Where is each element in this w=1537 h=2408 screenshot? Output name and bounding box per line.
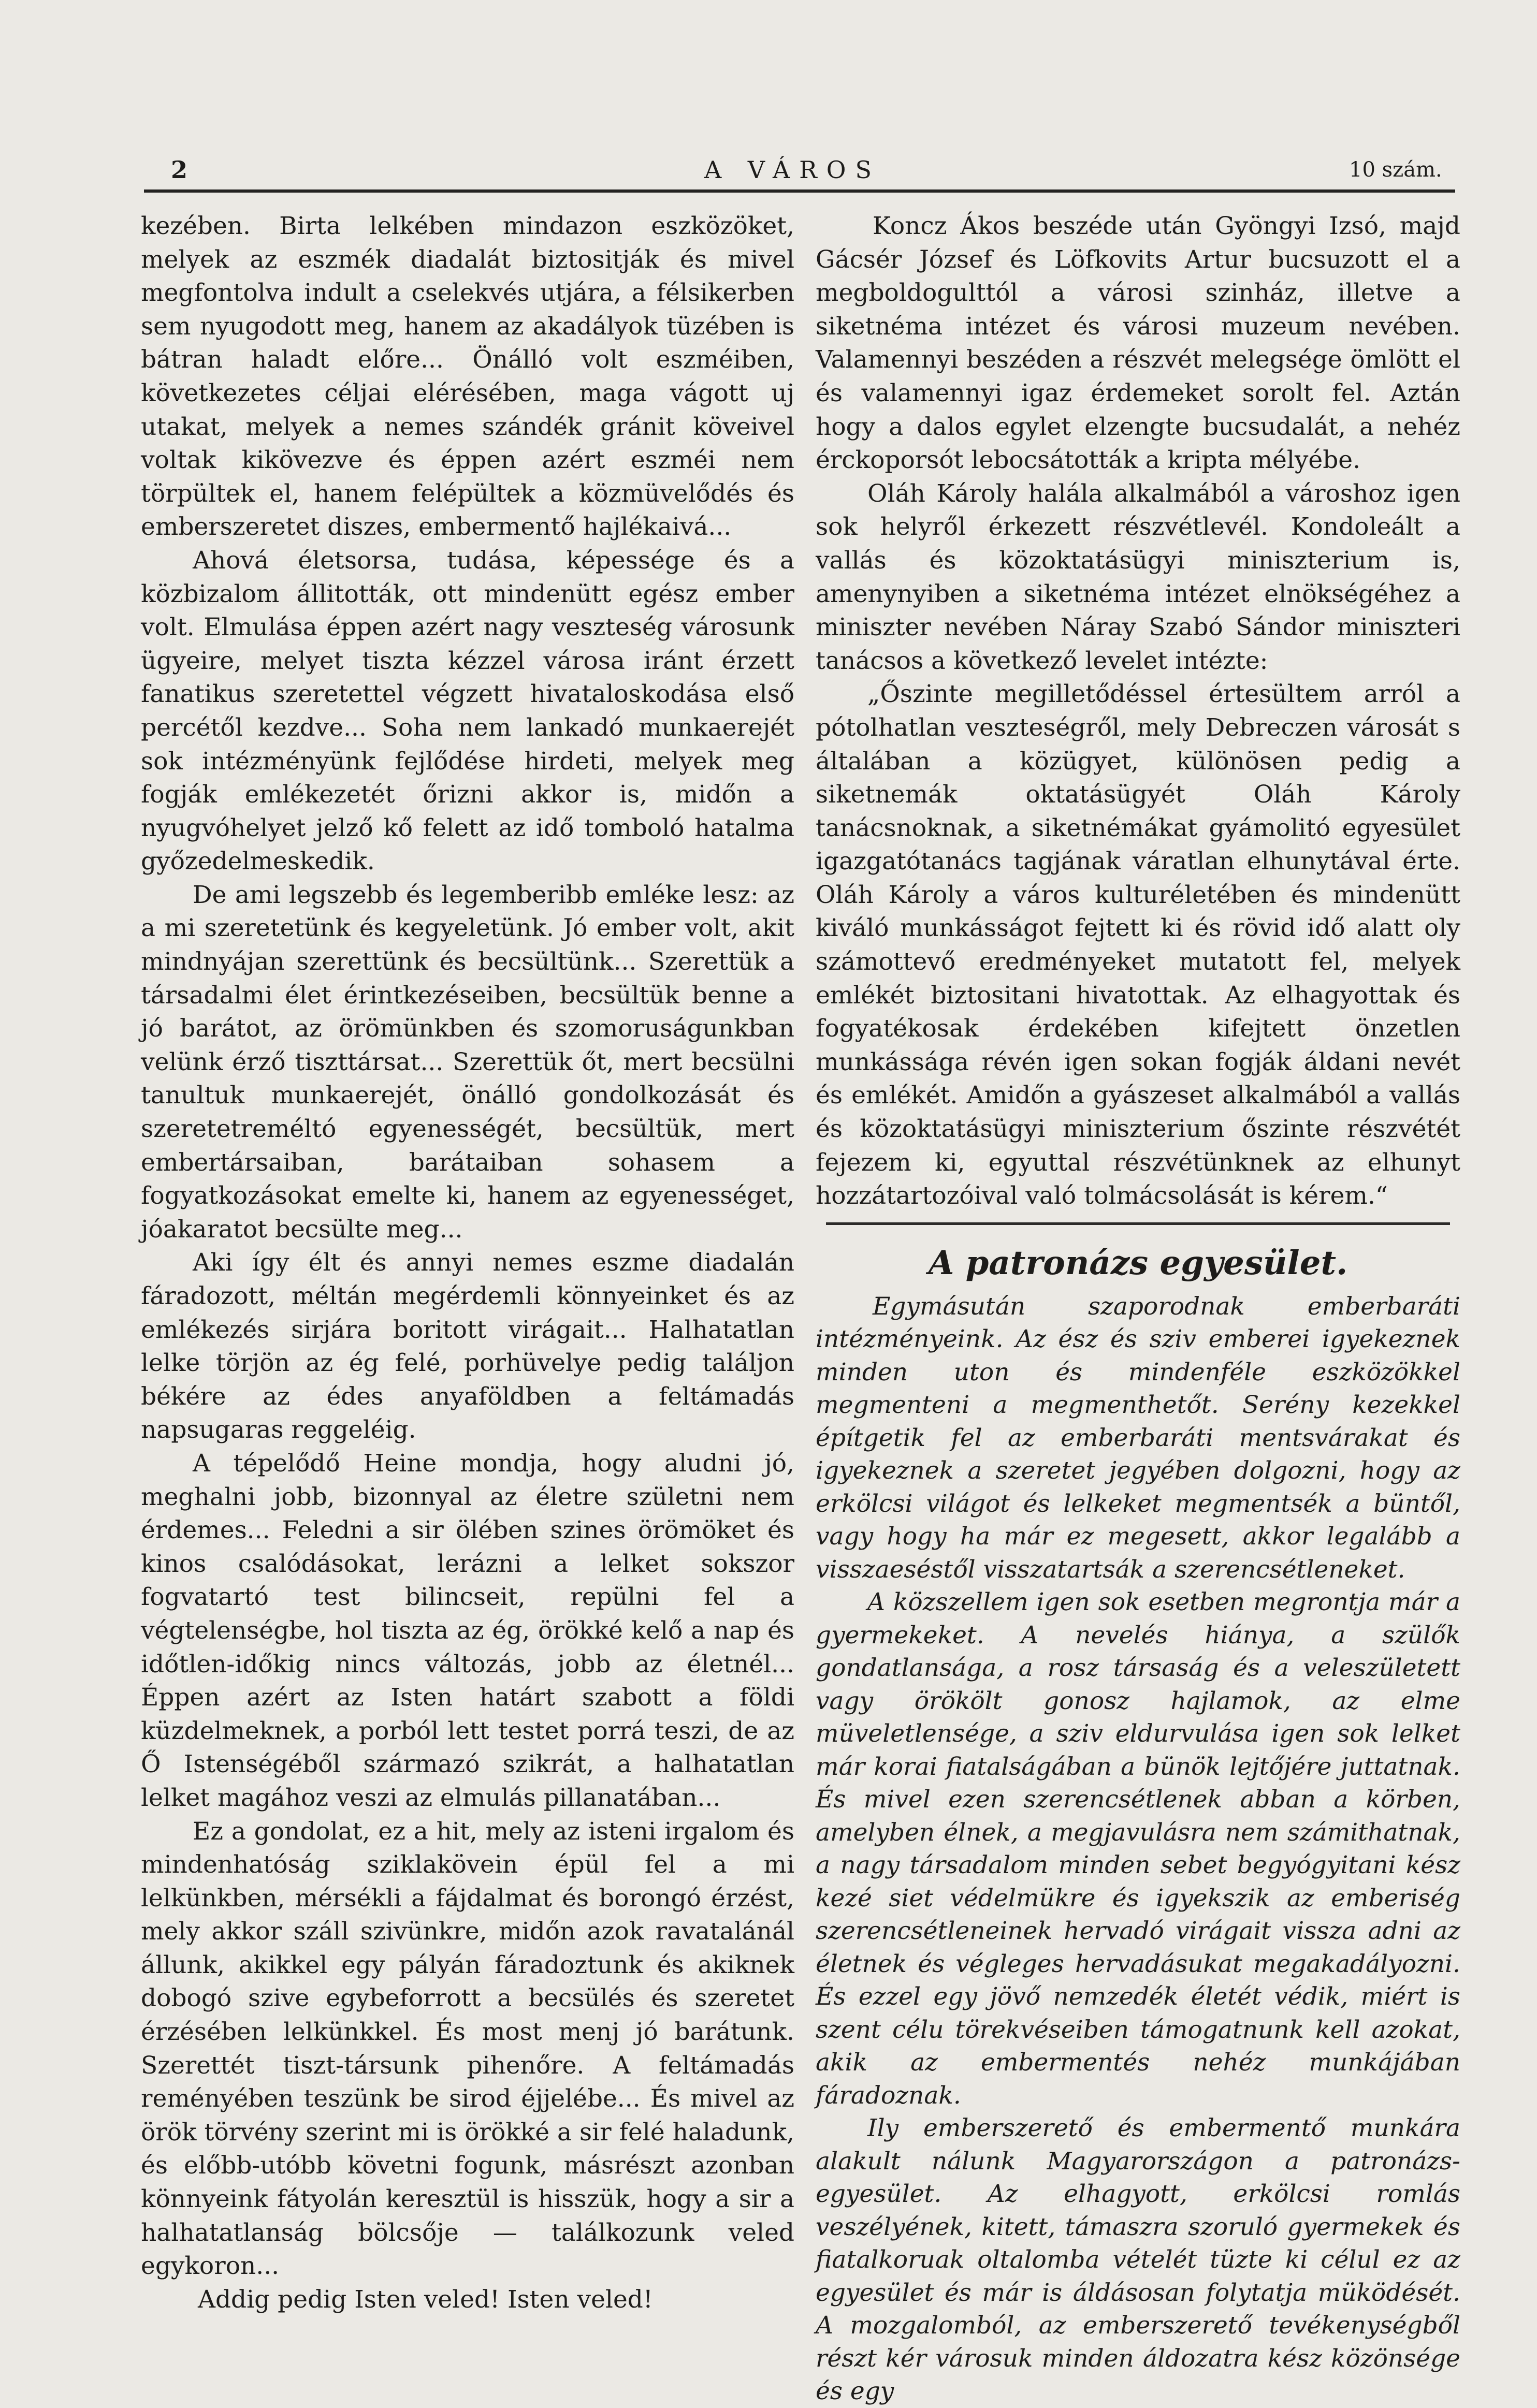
issue-number: 10 szám. — [1349, 158, 1442, 182]
paragraph: kezében. Birta lelkében mindazon eszközöket, melyek az eszmék diadalát biztositják és mivel megfontolva indult a cselekvés utjára, a félsikerben sem nyugodott meg, hanem az akadályok tüzében is bátran haladt előre... Önálló volt eszméiben, következetes céljai elérésében, maga vágott uj utakat, melyek a nemes szándék gránit köveivel voltak kikövezve és éppen azért eszméi nem törpültek el, hanem felépültek a közmüvelődés és emberszeretet diszes, embermentő hajlékaivá... — [141, 212, 794, 542]
paragraph: Ahová életsorsa, tudása, képessége és a közbizalom állitották, ott mindenütt egész ember volt. Elmulása éppen azért nagy veszteség városunk ügyeire, melyet tiszta kézzel városa iránt érzett fanatikus szeretettel végzett hivataloskodása első percétől kezdve... Soha nem lankadó munkaerejét sok intézményünk fejlődése hirdeti, melyek meg fogják emlékezetét őrizni akkor is, midőn a nyugvóhelyet jelző kő felett az idő tomboló hatalma győzedelmeskedik. — [141, 546, 794, 876]
paragraph: Egymásután szaporodnak emberbaráti intézményeink. Az ész és sziv emberei igyekeznek minden uton és mindenféle eszközökkel megmenteni a megmenthetőt. Serény kezekkel építgetik fel az emberbaráti mentsvárakat és igyekeznek a szeretet jegyében dolgozni, hogy az erkölcsi világot és lelkeket megmentsék a büntől, vagy hogy ha már ez megesett, akkor legalább a visszaeséstől visszatartsák a szerencsétleneket. — [816, 1292, 1460, 1584]
page-number: 2 — [171, 156, 188, 184]
paragraph: Koncz Ákos beszéde után Gyöngyi Izsó, majd Gácsér József és Löfkovits Artur bucsuzott el a megboldogulttól a városi szinház, illetve a siketnéma intézet és városi muzeum nevében. Valamennyi beszéden a részvét melegsége ömlött el és valamennyi igaz érdemeket sorolt fel. Aztán hogy a dalos egylet elzengte bucsudalát, a nehéz érckoporsót lebocsátották a kripta mélyébe. — [816, 212, 1460, 475]
paragraph: Oláh Károly halála alkalmából a városhoz igen sok helyről érkezett részvétlevél. Kondoleált a vallás és közoktatásügyi miniszterium is, amenynyiben a siketnéma intézet elnökségéhez a miniszter nevében Náray Szabó Sándor miniszteri tanácsos a következő levelet intézte: — [816, 479, 1460, 675]
closing-line: Addig pedig Isten veled! Isten veled! — [198, 2285, 653, 2314]
article-title: A patronázs egyesület. — [928, 1243, 1348, 1282]
left-column — [141, 210, 794, 2316]
quoted-letter: „Őszinte megilletődéssel értesültem arról a pótolhatlan veszteségről, mely Debreczen városát s általában a közügyet, különösen pedig a siketnemák oktatásügyét Oláh Károly tanácsnoknak, a siketnémákat gyámolitó egyesület igazgatótanács tagjának váratlan elhunytával érte. Oláh Károly a város kulturéletében és mindenütt kiváló munkásságot fejtett ki és rövid idő alatt oly számottevő eredményeket mutatott fel, melyek emlékét biztositani hivatottak. Az elhagyottak és fogyatékosak érdekében kifejtett önzetlen munkássága révén igen sokan fogják áldani nevét és emlékét. Amidőn a gyászeset alkalmából a vallás és közoktatásügyi miniszterium őszinte részvétét fejezem ki, egyuttal részvétünknek az elhunyt hozzátartozóival való tolmácsolását is kérem.“ — [816, 680, 1460, 1210]
paragraph: A közszellem igen sok esetben megrontja már a gyermekeket. A nevelés hiánya, a szülők gondatlansága, a rosz társaság és a veleszületett vagy örökölt gonosz hajlamok, az elme müveletlensége, a sziv eldurvulása igen sok lelket már korai fiatalságában a bünök lejtőjére juttatnak. És mivel ezen szerencsétlenek abban a körben, amelyben élnek, a megjavulásra nem számithatnak, a nagy társadalom minden sebet begyógyitani kész kezé siet védelmükre és igyekszik az emberiség szerencsétleneinek hervadó virágait vissza adni az életnek és végleges hervadásukat megakadályozni. És ezzel egy jövő nemzedék életét védik, miért is szent célu törekvéseiben támogatnunk kell azokat, akik az embermentés nehéz munkájában fáradoznak. — [816, 1588, 1460, 2110]
paragraph: Ily emberszerető és embermentő munkára alakult nálunk Magyarországon a patronázs-egyesület. Az elhagyott, erkölcsi romlás veszélyének, kitett, támaszra szoruló gyermekek és fiatalkoruak oltalomba vételét tüzte ki célul ez az egyesület és már is áldásosan folytatja müködését. A mozgalomból, az emberszerető tevékenységből részt kér városuk minden áldozatra kész közönsége és egy — [816, 2114, 1460, 2406]
paragraph: De ami legszebb és legemberibb emléke lesz: az a mi szeretetünk és kegyeletünk. Jó ember volt, akit mindnyájan szerettünk és becsültünk... Szerettük a társadalmi élet érintkezéseiben, becsültük benne a jó barátot, az örömünkben és szomoruságunkban velünk érző tiszttársat... Szerettük őt, mert becsülni tanultuk munkaerejét, önálló gondolkozását és szeretetreméltó egyenességét, becsültük, mert embertársaiban, barátaiban sohasem a fogyatkozásokat emelte ki, hanem az egyenességet, jóakaratot becsülte meg... — [141, 880, 794, 1244]
paragraph: A tépelődő Heine mondja, hogy aludni jó, meghalni jobb, bizonnyal az életre születni nem érdemes... Feledni a sir ölében szines örömöket és kinos csalódásokat, lerázni a lelket sokszor fogvatartó test bilincseit, repülni fel a végtelenségbe, hol tiszta az ég, örökké kelő a nap és időtlen-időkig nincs változás, jobb az életnél... Éppen azért az Isten határt szabott a földi küzdelmeknek, a porból lett testet porrá teszi, de az Ő Istenségéből származó szikrát, a halhatatlan lelket magához veszi az elmulás pillanatában... — [141, 1449, 794, 1812]
right-column — [816, 210, 1460, 2408]
newspaper-title: A VÁROS — [704, 156, 881, 184]
paragraph: Aki így élt és annyi nemes eszme diadalán fáradozott, méltán megérdemli könnyeinket és az emlékezés sirjára boritott virágait... Halhatatlan lelke törjön az ég felé, porhüvelye pedig találjon békére az édes anyaföldben a feltámadás napsugaras reggeléig. — [141, 1248, 794, 1444]
paragraph: Ez a gondolat, ez a hit, mely az isteni irgalom és mindenhatóság sziklakövein épül fel a mi lelkünkben, mérsékli a fájdalmat és borongó érzést, mely akkor száll szivünkre, midőn azok ravatalánál állunk, akikkel egy pályán fáradoztunk és akiknek dobogó szive egybeforrott a becsülés és szeretet érzésében lelkünkkel. És most menj jó barátunk. Szerettét tiszt-társunk pihenőre. A feltámadás reményében teszünk be sirod éjjelébe... És mivel az örök törvény szerint mi is örökké a sir felé haladunk, és előbb-utóbb követni fogunk, másrészt azonban könnyeink fátyolán keresztül is hisszük, hogy a sir a halhatatlanság bölcsője — találkozunk veled egykoron... — [141, 1817, 794, 2281]
section-divider — [826, 1222, 1450, 1225]
article-body — [816, 1290, 1460, 2408]
header-rule — [144, 189, 1455, 193]
